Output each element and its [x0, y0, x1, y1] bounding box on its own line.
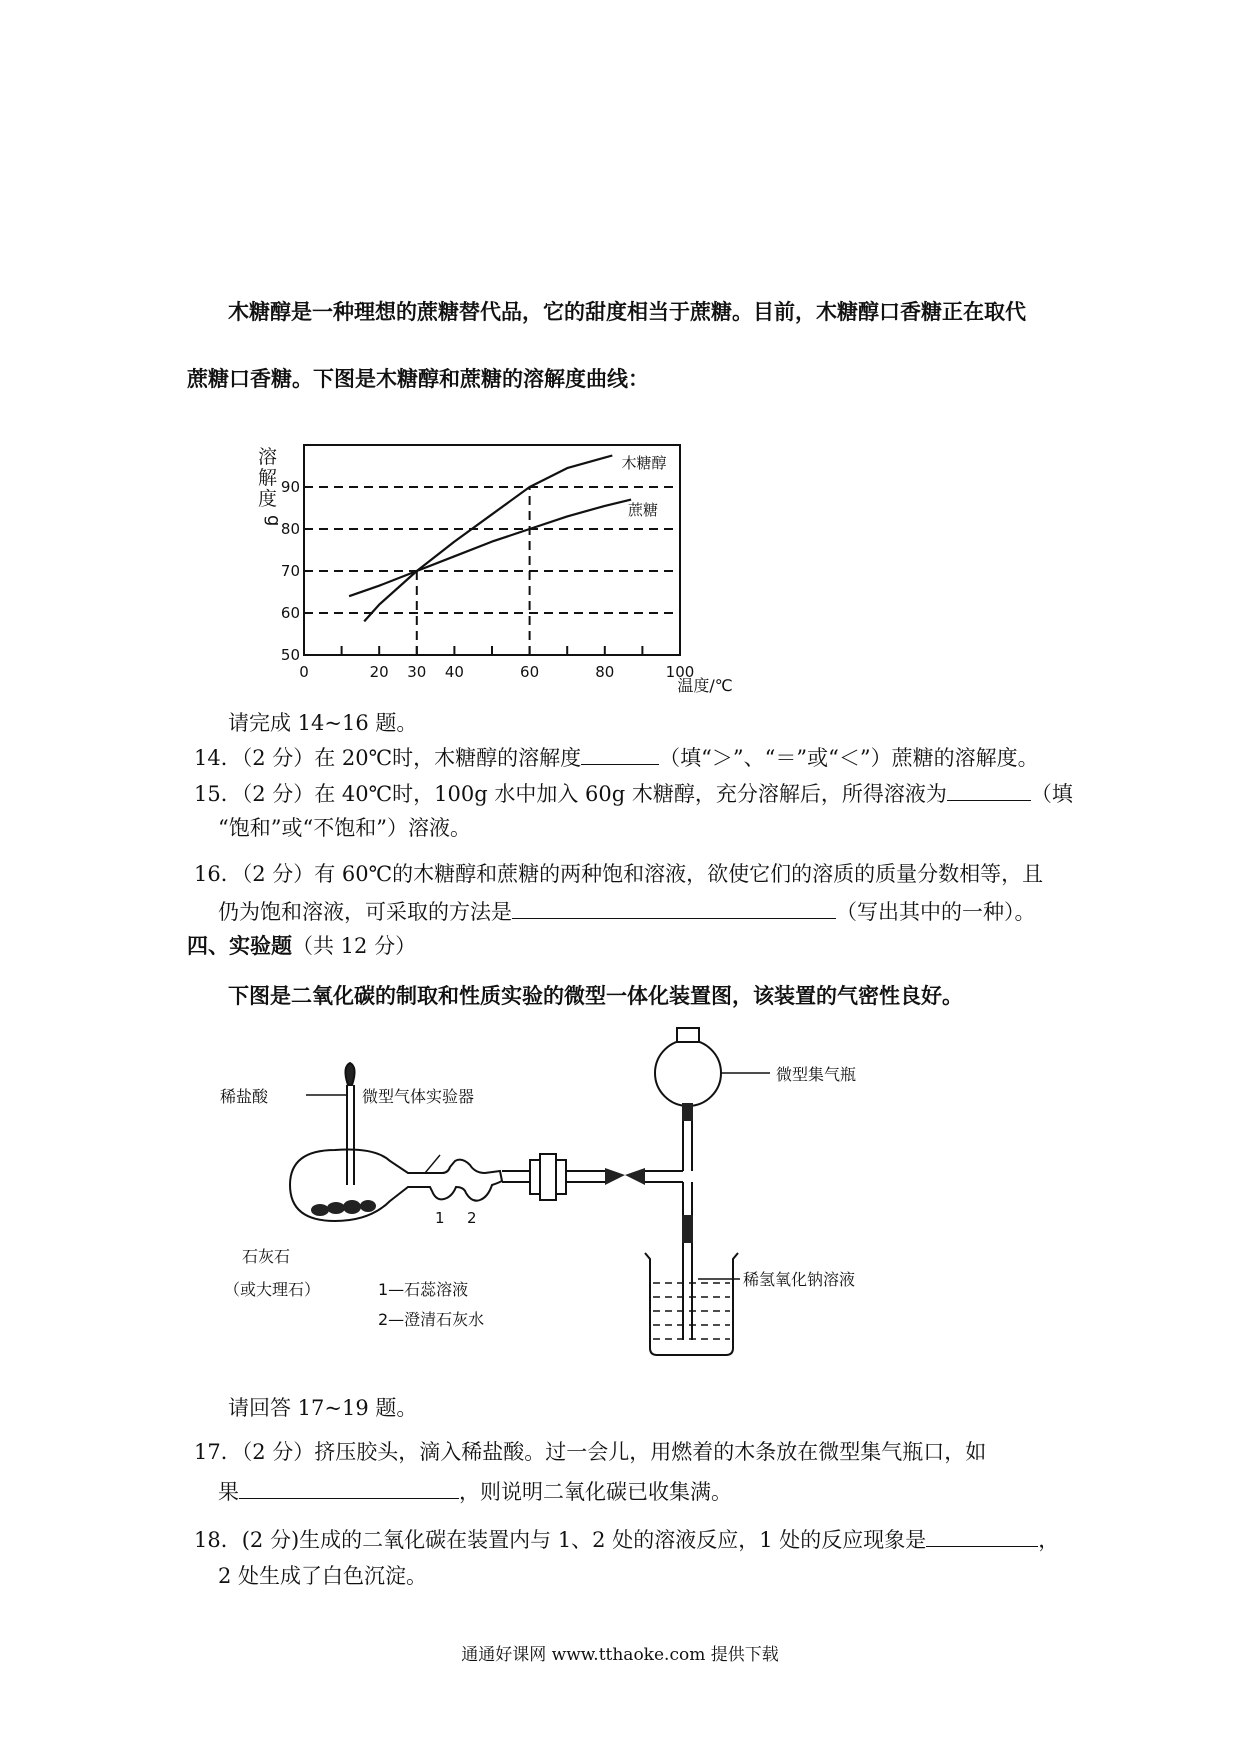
- x-tick-label: 20: [369, 663, 389, 681]
- q15-text-b: （填: [1030, 782, 1073, 806]
- legend-sucrose: 蔗糖: [627, 501, 659, 519]
- label-collection-bottle: 微型集气瓶: [776, 1065, 857, 1084]
- label-micro-gas-device: 微型气体实验器: [362, 1087, 475, 1106]
- series-line-xylitol: [364, 456, 612, 622]
- q16-answer-blank[interactable]: [512, 898, 836, 919]
- x-tick-label: 40: [444, 663, 464, 681]
- x-tick-label: 0: [299, 663, 309, 681]
- label-position-1: 1: [435, 1209, 445, 1227]
- collection-bottle: [655, 1040, 721, 1106]
- q17-19-prompt: 请回答 17~19 题。: [228, 1396, 418, 1420]
- question-17-cont: [218, 1478, 732, 1505]
- solubility-chart: [240, 435, 800, 700]
- label-liquid-2: 2—澄清石灰水: [378, 1310, 485, 1329]
- legend-xylitol: 木糖醇: [621, 454, 667, 472]
- section-4-score: （共 12 分）: [292, 934, 417, 958]
- q14-text-a: 14．（2 分）在 20℃时，木糖醇的溶解度: [194, 746, 582, 770]
- y-tick-label: 70: [280, 562, 300, 580]
- page-footer: 通通好课网 www.tthaoke.com 提供下载: [461, 1645, 779, 1665]
- x-tick-label: 100: [665, 663, 695, 681]
- x-tick-label: 60: [520, 663, 540, 681]
- limestone-pieces: [311, 1200, 376, 1216]
- label-limestone: 石灰石: [242, 1247, 291, 1266]
- q17-text-b: 果: [218, 1480, 239, 1504]
- q15-answer-blank[interactable]: [947, 780, 1031, 801]
- q15-text-c: “饱和”或“不饱和”）溶液。: [218, 816, 471, 840]
- dropper: [345, 1063, 354, 1185]
- x-tick-label: 80: [595, 663, 615, 681]
- section-4-title: 四、实验题: [187, 934, 292, 958]
- question-14: [194, 744, 1039, 771]
- q14-text-b: （填“＞”、“＝”或“＜”）蔗糖的溶解度。: [659, 746, 1039, 770]
- co2-apparatus-diagram: [220, 1025, 910, 1410]
- q17-answer-blank[interactable]: [239, 1478, 459, 1499]
- q14-answer-blank[interactable]: [581, 744, 659, 765]
- q18-answer-blank[interactable]: [926, 1526, 1038, 1547]
- label-liquid-1: 1—石蕊溶液: [378, 1280, 469, 1299]
- question-18: [194, 1526, 1059, 1553]
- q16-text-c: （写出其中的一种）。: [836, 900, 1036, 924]
- series-line-sucrose: [349, 500, 631, 597]
- q17-text-c: ，则说明二氧化碳已收集满。: [459, 1480, 732, 1504]
- intro-line-1: 木糖醇是一种理想的蔗糖替代品，它的甜度相当于蔗糖。目前，木糖醇口香糖正在取代: [228, 300, 1026, 324]
- label-dilute-hcl: 稀盐酸: [220, 1087, 269, 1106]
- q18-text-a: 18．(2 分)生成的二氧化碳在装置内与 1、2 处的溶液反应，1 处的反应现象是: [194, 1528, 927, 1552]
- y-axis-label-1: 溶: [258, 446, 278, 468]
- y-axis-label-3: 度: [258, 488, 278, 510]
- q15-text-a: 15．（2 分）在 40℃时，100g 水中加入 60g 木糖醇，充分溶解后，所得溶液为: [194, 782, 947, 806]
- q17-text-a: 17．（2 分）挤压胶头，滴入稀盐酸。过一会儿，用燃着的木条放在微型集气瓶口，如: [194, 1440, 987, 1464]
- rubber-joint: [605, 1168, 645, 1185]
- q18-text-c: 2 处生成了白色沉淀。: [218, 1564, 428, 1588]
- question-15: [194, 780, 1073, 807]
- y-axis-label-2: 解: [258, 467, 278, 489]
- label-marble: （或大理石）: [224, 1280, 321, 1299]
- section-4-heading: [187, 934, 416, 959]
- intro-line-2: 蔗糖口香糖。下图是木糖醇和蔗糖的溶解度曲线：: [187, 367, 649, 391]
- y-tick-label: 80: [280, 520, 300, 538]
- label-naoh-solution: 稀氢氧化钠溶液: [743, 1270, 856, 1289]
- q18-text-b: ，: [1038, 1528, 1060, 1552]
- y-axis-unit: g: [263, 515, 284, 527]
- y-tick-label: 90: [280, 478, 300, 496]
- y-tick-label: 60: [280, 604, 300, 622]
- q16-text-a: 16．（2 分）有 60℃的木糖醇和蔗糖的两种饱和溶液，欲使它们的溶质的质量分数相等，且: [194, 862, 1044, 886]
- label-position-2: 2: [467, 1209, 477, 1227]
- y-tick-label: 50: [280, 646, 300, 664]
- x-axis-label: 温度/℃: [677, 676, 733, 695]
- question-16-cont: [218, 898, 1036, 925]
- chart-frame: [304, 445, 680, 655]
- q16-text-b: 仍为饱和溶液，可采取的方法是: [218, 900, 512, 924]
- section-4-intro: 下图是二氧化碳的制取和性质实验的微型一体化装置图，该装置的气密性良好。: [228, 984, 963, 1008]
- q14-16-prompt: 请完成 14~16 题。: [228, 711, 418, 735]
- x-tick-label: 30: [407, 663, 427, 681]
